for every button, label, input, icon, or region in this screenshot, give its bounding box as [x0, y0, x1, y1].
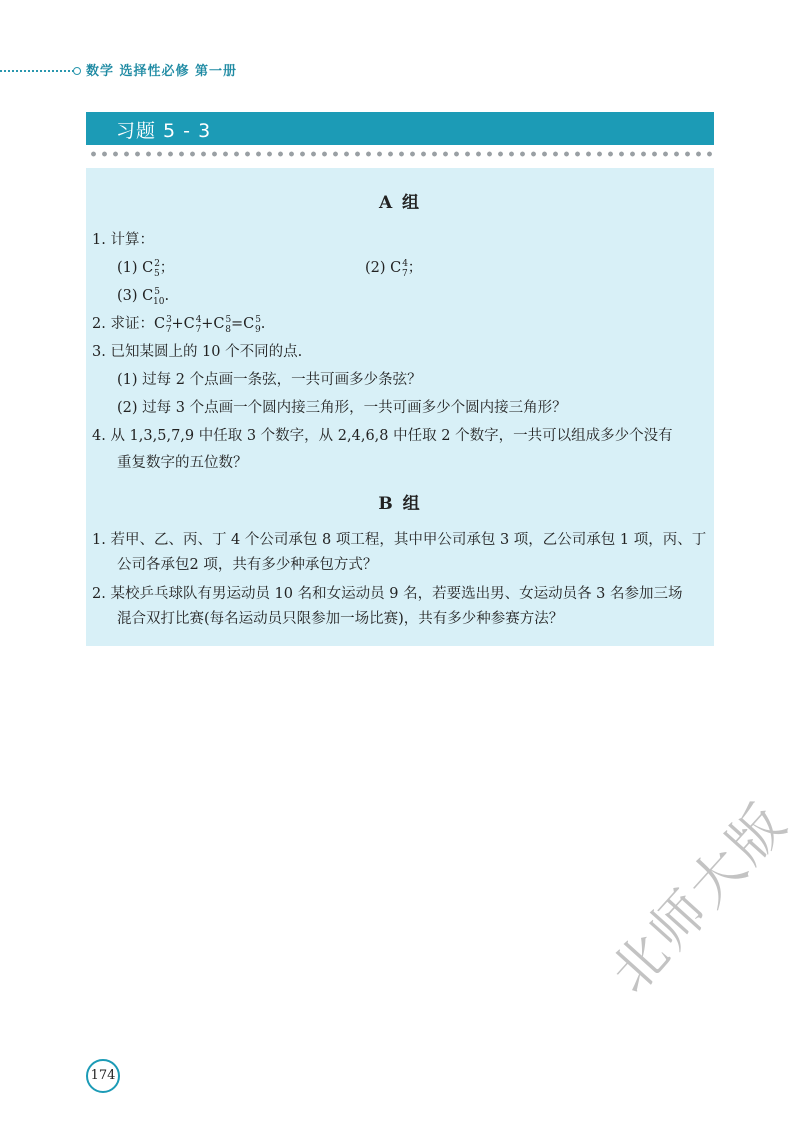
a-q2-t2-sub: 7	[195, 325, 202, 335]
a-q4-number: 4.	[92, 428, 106, 444]
a-q1-p2-end: ；	[407, 260, 423, 276]
header-circle-marker	[73, 67, 81, 75]
a-q2-prefix: 求证：	[110, 316, 154, 332]
a-q2-t2-sup: 4	[195, 315, 202, 325]
a-q1-p1-end: ；	[159, 260, 175, 276]
b-q2-line1	[92, 584, 683, 604]
a-q1-p1-sub: 5	[153, 269, 160, 279]
a-q1-p1-sup: 2	[154, 259, 160, 269]
b-q1-line1	[92, 530, 706, 550]
a-q3-number: 3.	[92, 344, 106, 360]
a-q2-t3-sub: 8	[225, 325, 231, 335]
a-q1-part3	[117, 286, 169, 308]
group-b-heading: B 组	[378, 494, 422, 514]
a-q2-number: 2.	[92, 316, 106, 332]
a-q3-stem-line	[92, 342, 302, 362]
a-q2-plus1: +C	[171, 316, 195, 332]
a-q2-t4-sup: 5	[255, 315, 261, 325]
a-q2-line	[92, 314, 265, 336]
a-q3-part2: (2) 过每 3 个点画一个圆内接三角形，一共可画多少个圆内接三角形？	[117, 400, 567, 416]
publisher-watermark: 北师大版	[598, 789, 800, 1005]
a-q1-stem: 计算：	[110, 232, 154, 248]
dotted-divider	[88, 151, 714, 157]
a-q4-text1: 从 1,3,5,7,9 中任取 3 个数字，从 2,4,6,8 中任取 2 个数字，一共可以组成多少个没有	[110, 428, 673, 444]
b-q1-number: 1.	[92, 532, 106, 548]
page-number: 174	[86, 1059, 120, 1093]
a-q1-p1-label: (1) C	[117, 260, 154, 276]
a-q1-p2-sup: 4	[402, 259, 408, 269]
section-title: 习题 5 - 3	[116, 120, 212, 142]
a-q1-p3-end: .	[164, 288, 170, 304]
a-q1-stem-line	[92, 230, 154, 250]
a-q2-t4-sub: 9	[254, 325, 261, 335]
running-header: 数学 选择性必修 第一册	[86, 64, 238, 79]
a-q1-p3-label: (3) C	[117, 288, 154, 304]
a-q3-part1: (1) 过每 2 个点画一条弦，一共可画多少条弦？	[117, 372, 422, 388]
b-q2-text1: 某校乒乓球队有男运动员 10 名和女运动员 9 名，若要选出男、女运动员各 3 名参加三场	[110, 586, 683, 602]
header-dotted-line	[0, 70, 74, 72]
group-a-heading: A 组	[378, 193, 422, 213]
a-q2-equals: =C	[230, 316, 255, 332]
a-q2-end: .	[260, 316, 266, 332]
a-q1-p3-sub: 10	[152, 297, 165, 307]
a-q2-plus2: +C	[201, 316, 225, 332]
a-q1-p3-sup: 5	[154, 287, 160, 297]
a-q2-t1-sup: 3	[166, 315, 172, 325]
b-q1-text1: 若甲、乙、丙、丁 4 个公司承包 8 项工程，其中甲公司承包 3 项，乙公司承包 1 项，丙、丁	[110, 532, 707, 548]
a-q3-stem: 已知某圆上的 10 个不同的点.	[110, 344, 303, 360]
a-q1-number: 1.	[92, 232, 106, 248]
a-q4-line2: 重复数字的五位数？	[117, 455, 248, 471]
a-q1-p2-label: (2) C	[365, 260, 402, 276]
a-q2-t3-sup: 5	[225, 315, 232, 325]
a-q1-p2-sub: 7	[401, 269, 408, 279]
a-q2-term1: C	[153, 316, 166, 332]
b-q2-number: 2.	[92, 586, 106, 602]
a-q1-part1	[117, 258, 174, 280]
b-q1-line2: 公司各承包2 项，共有多少种承包方式？	[117, 557, 378, 573]
a-q4-line1	[92, 426, 673, 446]
a-q1-part2	[365, 258, 422, 280]
b-q2-line2: 混合双打比赛(每名运动员只限参加一场比赛)，共有多少种参赛方法？	[117, 611, 564, 627]
a-q2-t1-sub: 7	[165, 325, 172, 335]
